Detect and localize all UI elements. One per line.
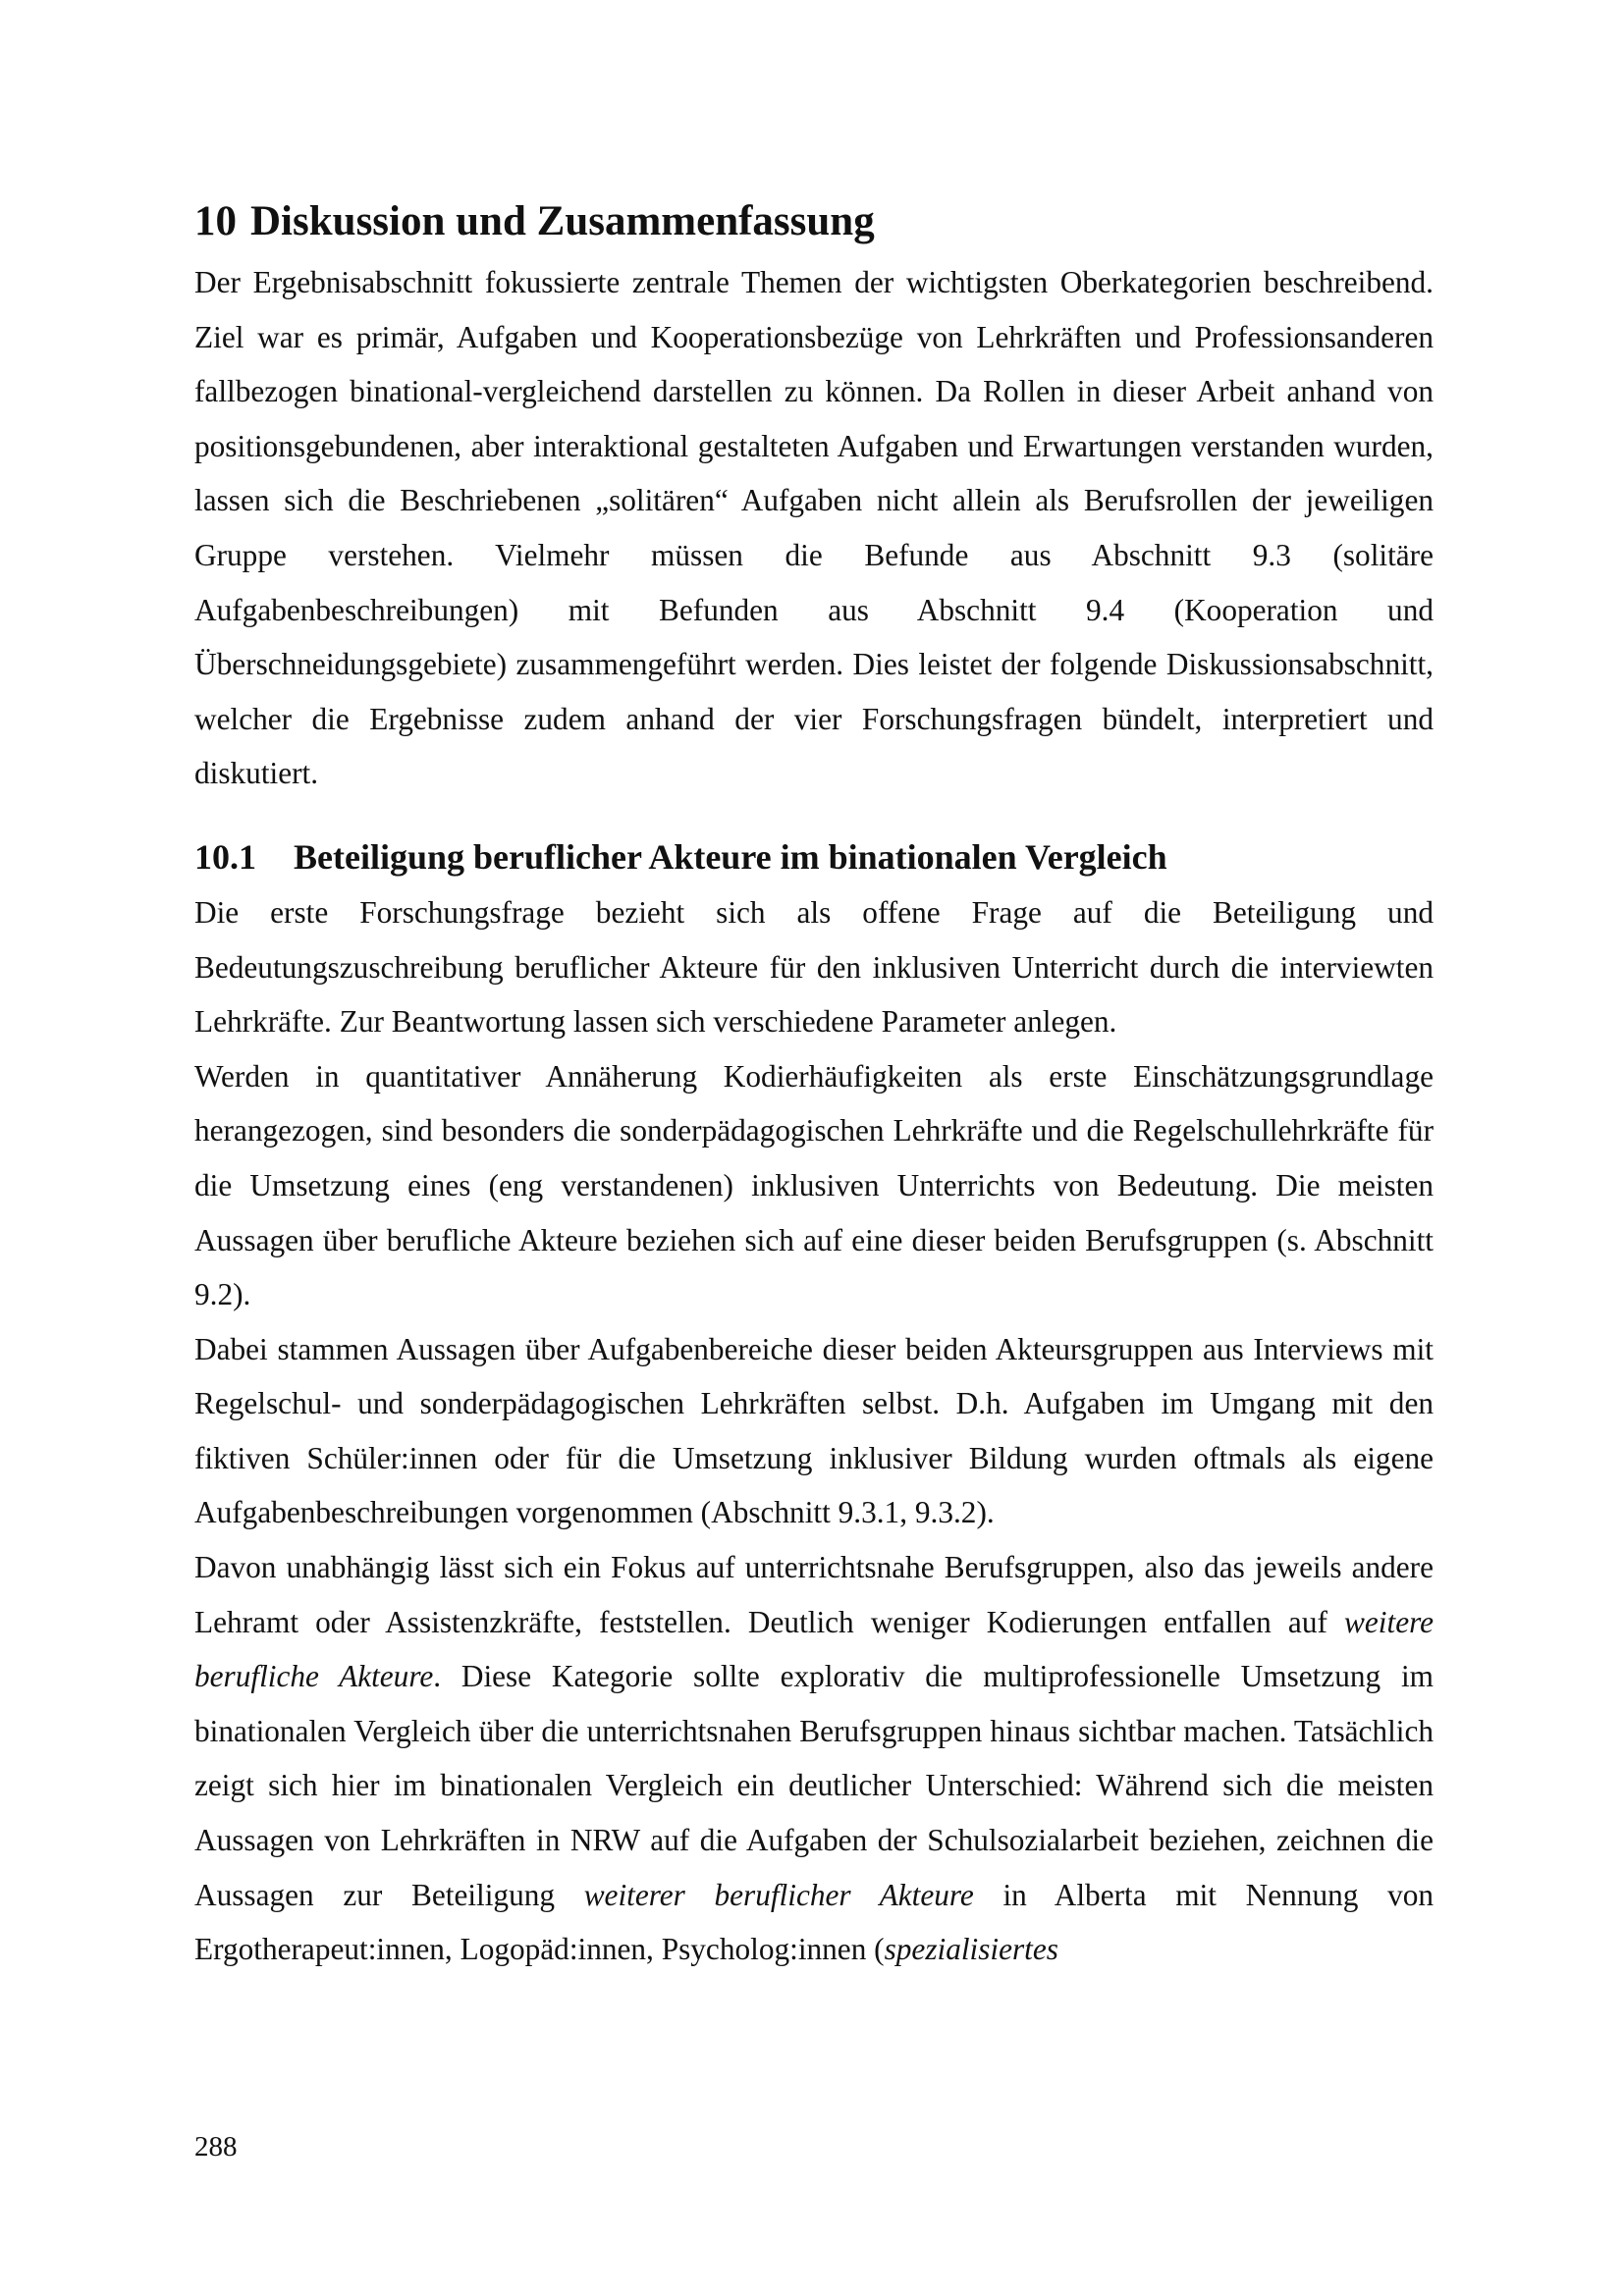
chapter-heading	[194, 192, 1434, 251]
paragraph-4-text-c: in Alberta mit Nennung von Ergotherapeut:innen, Logopäd:innen, Psycholog:innen (	[194, 1877, 1435, 1967]
paragraph-4-emphasis-3: spezialisiertes	[884, 1932, 1058, 1967]
chapter-intro-paragraph: Der Ergebnisabschnitt fokussierte zentrale Themen der wichtigsten Oberkategorien beschreibend. Ziel war es primär, Aufgaben und Kooperationsbezüge von Lehrkräften und Professionsanderen fallbezogen binational-vergleichend darstellen zu können. Da Rollen in dieser Arbeit anhand von positionsgebundenen, aber interaktional gestalteten Aufgaben und Erwartungen verstanden wurden, lassen sich die Beschriebenen „solitären“ Aufgaben nicht allein als Berufsrollen der jeweiligen Gruppe verstehen. Vielmehr müssen die Befunde aus Abschnitt 9.3 (solitäre Aufgabenbeschreibungen) mit Befunden aus Abschnitt 9.4 (Kooperation und Überschneidungsgebiete) zusammengeführt werden. Dies leistet der folgende Diskussionsabschnitt, welcher die Ergebnisse zudem anhand der vier Forschungsfragen bündelt, interpretiert und diskutiert.	[194, 265, 1434, 791]
chapter-number: 10	[194, 198, 237, 244]
paragraph-4-text-a: Davon unabhängig lässt sich ein Fokus auf unterrichtsnahe Berufsgruppen, also das jeweils andere Lehramt oder Assistenzkräfte, feststellen. Deutlich weniger Kodierungen entfallen auf	[194, 1550, 1434, 1639]
section-paragraph-4	[194, 1540, 1434, 1977]
page-number: 288	[194, 2131, 238, 2163]
chapter-title: Diskussion und Zusammenfassung	[250, 198, 875, 244]
paragraph-4-emphasis-1: weitere berufliche Akteure	[194, 1604, 1434, 1694]
section-paragraph-2: Werden in quantitativer Annäherung Kodierhäufigkeiten als erste Einschätzungsgrundlage herangezogen, sind besonders die sonderpädagogischen Lehrkräfte und die Regelschullehrkräfte für die Umsetzung eines (eng verstandenen) inklusiven Unterrichts von Bedeutung. Die meisten Aussagen über berufliche Akteure beziehen sich auf eine dieser beiden Berufsgruppen (s. Abschnitt 9.2).	[194, 1058, 1434, 1312]
section-paragraph-3: Dabei stammen Aussagen über Aufgabenbereiche dieser beiden Akteursgruppen aus Interviews mit Regelschul- und sonderpädagogischen Lehrkräften selbst. D.h. Aufgaben im Umgang mit den fiktiven Schüler:innen oder für die Umsetzung inklusiver Bildung wurden oftmals als eigene Aufgabenbeschreibungen vorgenommen (Abschnitt 9.3.1, 9.3.2).	[194, 1331, 1434, 1530]
paragraph-4-text-b: . Diese Kategorie sollte explorativ die multiprofessionelle Umsetzung im binationalen Vergleich über die unterrichtsnahen Berufsgruppen hinaus sichtbar machen. Tatsächlich zeigt sich hier im binationalen Vergleich ein deutlicher Unterschied: Während sich die meisten Aussagen von Lehrkräften in NRW auf die Aufgaben der Schulsozialarbeit beziehen, zeichnen die Aussagen zur Beteiligung	[194, 1659, 1434, 1912]
section-number: 10.1	[194, 836, 256, 877]
section-paragraph-1: Die erste Forschungsfrage bezieht sich als offene Frage auf die Beteiligung und Bedeutungszuschreibung beruflicher Akteure für den inklusiven Unterricht durch die interviewten Lehrkräfte. Zur Beantwortung lassen sich verschiedene Parameter anlegen.	[194, 894, 1434, 1040]
page-content	[194, 192, 1434, 1977]
section-title: Beteiligung beruflicher Akteure im binationalen Vergleich	[294, 836, 1167, 877]
paragraph-4-emphasis-2: weiterer beruflicher Akteure	[583, 1877, 974, 1912]
section-heading	[194, 828, 1434, 885]
